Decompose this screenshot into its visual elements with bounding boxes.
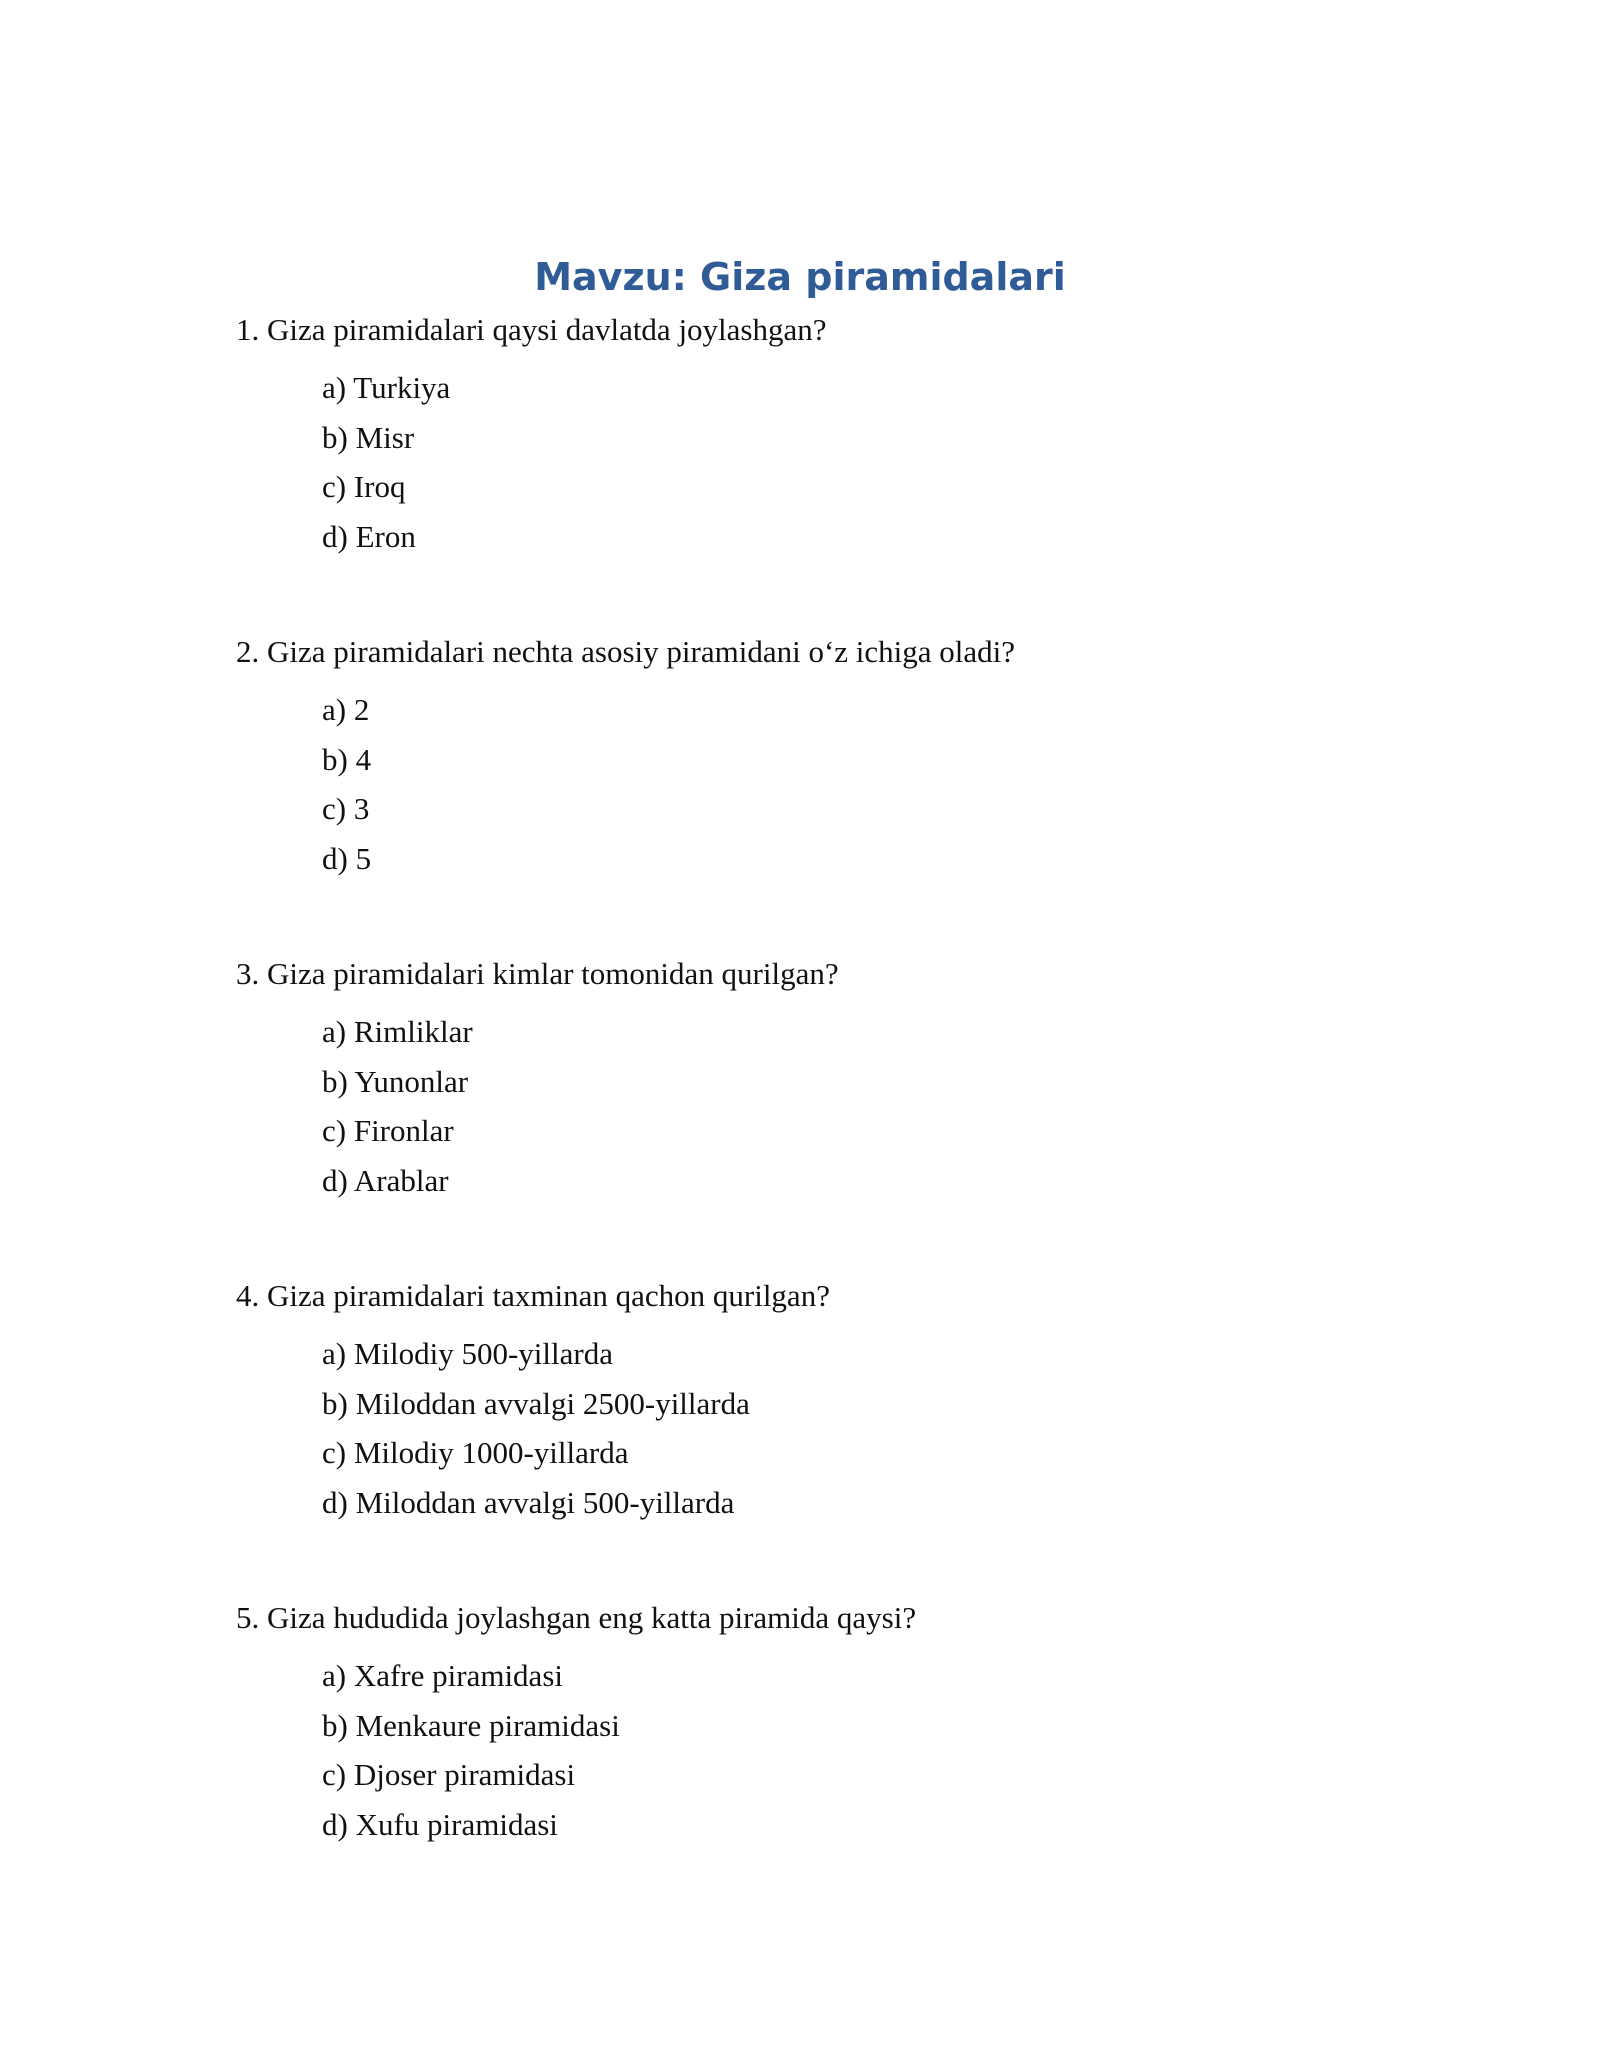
question-3: [236, 949, 1436, 1271]
question-2: [236, 627, 1436, 949]
option-a: a) Milodiy 500-yillarda: [322, 1336, 613, 1371]
option-list: [236, 1651, 1436, 1849]
option-c: c) 3: [322, 791, 370, 826]
page-title: Mavzu: Giza piramidalari: [534, 255, 1066, 299]
option-a: a) Xafre piramidasi: [322, 1658, 563, 1693]
option-c: c) Djoser piramidasi: [322, 1757, 576, 1792]
option-d: d) Miloddan avvalgi 500-yillarda: [322, 1484, 735, 1520]
option-b: b) Miloddan avvalgi 2500-yillarda: [322, 1385, 750, 1421]
option-c: c) Fironlar: [322, 1113, 454, 1148]
option-b: b) Misr: [322, 419, 415, 455]
question-text: 2. Giza piramidalari nechta asosiy piramidani o‘z ichiga oladi?: [236, 634, 1016, 669]
option-d: d) Eron: [322, 518, 416, 554]
option-c: c) Milodiy 1000-yillarda: [322, 1435, 629, 1470]
question-text: 4. Giza piramidalari taxminan qachon qurilgan?: [236, 1278, 830, 1313]
option-a: a) Rimliklar: [322, 1014, 473, 1049]
option-d: d) Arablar: [322, 1162, 449, 1198]
option-list: [236, 363, 1436, 561]
option-a: a) 2: [322, 692, 370, 727]
option-b: b) 4: [322, 741, 372, 777]
option-list: [236, 1329, 1436, 1527]
option-b: b) Menkaure piramidasi: [322, 1707, 620, 1743]
option-c: c) Iroq: [322, 469, 406, 504]
question-text: 3. Giza piramidalari kimlar tomonidan qurilgan?: [236, 956, 839, 991]
option-d: d) Xufu piramidasi: [322, 1806, 558, 1842]
option-d: d) 5: [322, 840, 372, 876]
option-a: a) Turkiya: [322, 370, 451, 405]
question-list: [236, 305, 1436, 1915]
option-list: [236, 1007, 1436, 1205]
option-b: b) Yunonlar: [322, 1063, 469, 1099]
question-5: [236, 1593, 1436, 1915]
question-4: [236, 1271, 1436, 1593]
question-text: 1. Giza piramidalari qaysi davlatda joylashgan?: [236, 312, 827, 347]
question-1: [236, 305, 1436, 627]
question-text: 5. Giza hududida joylashgan eng katta piramida qaysi?: [236, 1600, 917, 1635]
option-list: [236, 685, 1436, 883]
